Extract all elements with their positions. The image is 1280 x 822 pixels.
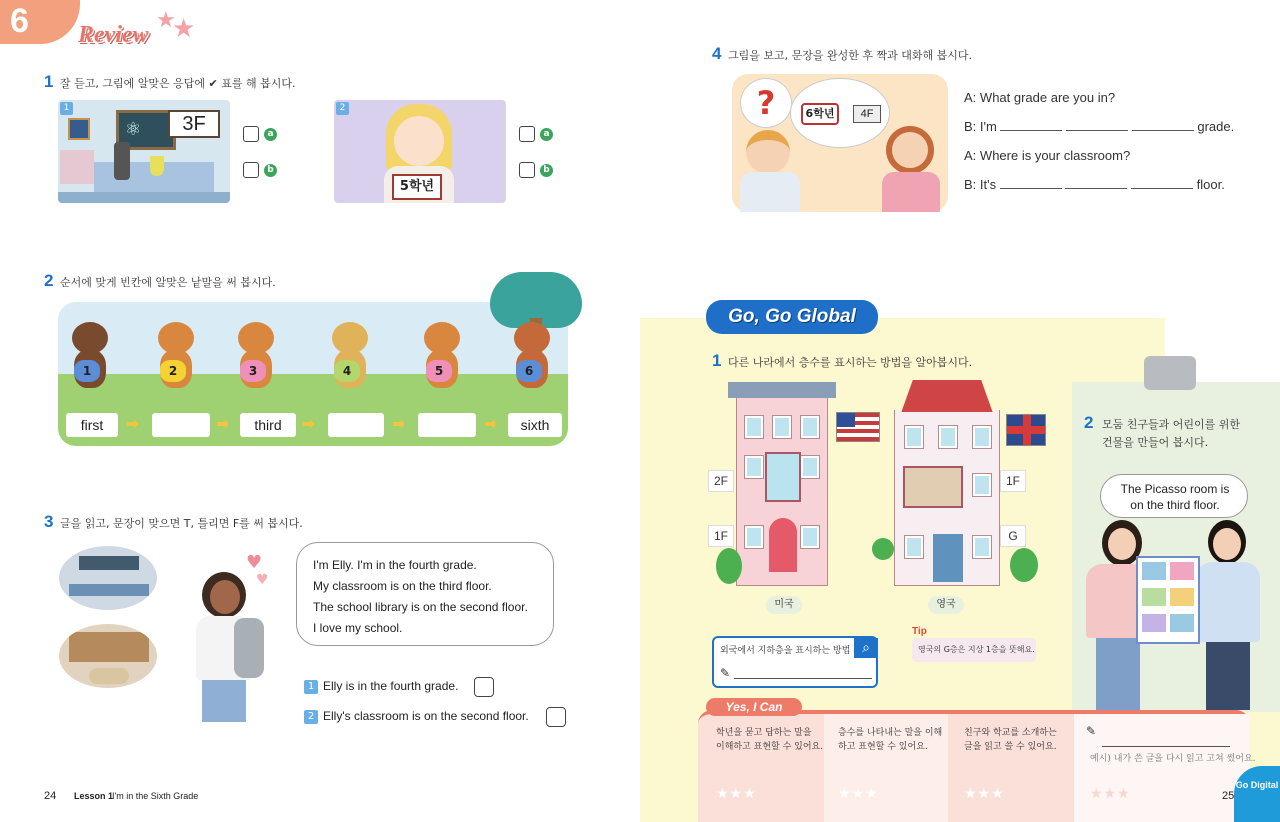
statement-line: 하고 표현할 수 있어요. [838, 742, 928, 752]
q2-number: 2 [44, 271, 54, 290]
grass [58, 374, 568, 446]
honey-pot: 3 [240, 360, 266, 382]
thought-bubble [790, 78, 890, 148]
instruction-line: 모둠 친구들과 어린이를 위한 [1102, 418, 1241, 431]
lesson-number: 6 [10, 2, 29, 40]
wall-poster [68, 118, 90, 140]
statement-text: Elly's classroom is on the second floor. [323, 709, 529, 723]
can-do-statement [838, 726, 942, 754]
dialog-line-4 [964, 177, 1225, 192]
example-note: 예시) 내가 쓴 글을 다시 읽고 고쳐 썼어요. [1090, 754, 1256, 764]
statement-line: 친구와 학교를 소개하는 [964, 728, 1057, 738]
statement-line: 층수를 나타내는 말을 이해 [838, 728, 943, 738]
tf-answer-box[interactable] [546, 707, 566, 727]
bubble-line: I love my school. [313, 621, 403, 635]
blank-line[interactable] [1065, 188, 1127, 189]
bubble-line: My classroom is on the third floor. [313, 579, 492, 593]
dialog-line-3 [964, 148, 1130, 163]
dialog-text: I'm [979, 119, 997, 134]
girl-picture [334, 100, 506, 203]
grade-sign: 6학년 [801, 103, 839, 125]
us-classroom-window [765, 452, 801, 502]
uk-door [933, 534, 963, 582]
uk-floor-label: G [1000, 525, 1026, 547]
blank-line[interactable] [1066, 130, 1128, 131]
classroom-photo [57, 544, 159, 612]
flask [150, 156, 164, 176]
pencil-icon: ✎ [1086, 724, 1097, 738]
tip-box [912, 626, 1036, 662]
search-icon: ⌕ [854, 638, 878, 658]
checkbox-1a[interactable] [243, 126, 259, 142]
dialog-line-1 [964, 90, 1115, 105]
q4-number: 4 [712, 44, 722, 63]
review-title: Review [78, 22, 149, 48]
sequence-box: first [66, 413, 118, 437]
page-number: 24 [44, 790, 57, 802]
lab-picture [58, 100, 230, 203]
girl-face [394, 116, 444, 166]
blank-line[interactable] [1000, 130, 1062, 131]
microscope [114, 142, 130, 180]
dialog-text: floor. [1196, 177, 1225, 192]
option-a-badge: a [264, 128, 277, 141]
arrow-icon: ➡ [126, 414, 140, 433]
gg-q2-number: 2 [1084, 413, 1094, 432]
gg-q2-instruction [1102, 416, 1240, 452]
binder-clip [1144, 356, 1196, 390]
option-a-badge: a [540, 128, 553, 141]
checkbox-1b[interactable] [243, 162, 259, 178]
question-bubble: ? [740, 78, 792, 128]
floor [58, 192, 230, 203]
answer-box[interactable] [328, 413, 384, 437]
q1-number: 1 [44, 72, 54, 91]
heart-icon: ♥ [246, 552, 263, 573]
gg-q1-instruction: 다른 나라에서 층수를 표시하는 방법을 알아봅시다. [728, 356, 973, 369]
speaker: B: [964, 177, 977, 192]
sequence-box: third [240, 413, 296, 437]
bear [326, 322, 372, 402]
us-building [736, 396, 828, 586]
rating-stars[interactable]: ★★★ [964, 786, 1005, 802]
statement-text: Elly is in the fourth grade. [323, 679, 459, 693]
country-label: 미국 [766, 596, 802, 614]
bear [418, 322, 464, 402]
q2-instruction: 순서에 맞게 빈칸에 알맞은 낱말을 써 봅시다. [60, 276, 276, 289]
tf-answer-box[interactable] [474, 677, 494, 697]
blank-line[interactable] [1000, 188, 1062, 189]
rating-stars[interactable]: ★★★ [716, 786, 757, 802]
uk-building [894, 410, 1000, 586]
us-roof [728, 382, 836, 398]
answer-line[interactable] [1102, 746, 1230, 747]
us-flag [836, 412, 880, 442]
panel-stripe [1074, 714, 1250, 822]
library-photo [57, 622, 159, 690]
chalkboard: ⚛ [116, 110, 176, 150]
grade-sign: 5학년 [392, 174, 442, 200]
uk-floor-label: 1F [1000, 470, 1026, 492]
elly-speech-bubble [296, 542, 554, 646]
page-number: 25 [1222, 790, 1235, 802]
speaker: A: [964, 148, 977, 163]
tip-label: Tip [912, 626, 927, 637]
honey-pot: 4 [334, 360, 360, 382]
heart-icon: ♥ [256, 572, 269, 588]
blank-line[interactable] [1132, 130, 1194, 131]
uk-music-room-window [903, 466, 963, 508]
boy-head [746, 130, 790, 174]
kids-photo [1082, 520, 1262, 710]
honey-pot: 5 [426, 360, 452, 382]
arrow-icon: ➡ [302, 414, 316, 433]
dialog-text: It's [979, 177, 997, 192]
us-floor-label: 1F [708, 525, 734, 547]
us-floor-label: 2F [708, 470, 734, 492]
tip-text: 영국의 G층은 지상 1층을 뜻해요. [918, 645, 1035, 654]
honey-pot: 6 [516, 360, 542, 382]
statement-line: 이해하고 표현할 수 있어요. [716, 742, 824, 752]
elly-photo [190, 572, 260, 722]
gg-q1-number: 1 [712, 351, 722, 370]
arrow-icon: ➡ [484, 414, 498, 433]
option-b-badge: b [540, 164, 553, 177]
search-box [712, 636, 878, 688]
statement-number: 2 [304, 710, 318, 724]
boy-body [740, 172, 800, 212]
answer-line[interactable] [734, 678, 872, 679]
arrow-icon: ➡ [392, 414, 406, 433]
bear [508, 322, 554, 402]
can-do-statement [964, 726, 1057, 754]
speech-line: on the third floor. [1130, 498, 1220, 512]
poster-board [1136, 556, 1200, 644]
speaker: B: [964, 119, 977, 134]
blank-line[interactable] [1131, 188, 1193, 189]
dialog-picture [732, 74, 948, 212]
rating-stars[interactable]: ★★★ [838, 786, 879, 802]
picture-number: 1 [60, 102, 73, 115]
bubble-line: I'm Elly. I'm in the fourth grade. [313, 558, 477, 572]
go-digital-badge[interactable]: Go Digital [1234, 766, 1280, 822]
yes-i-can-title: Yes, I Can [706, 698, 802, 716]
dialog-text: What grade are you in? [979, 90, 1116, 105]
cabinet [60, 150, 94, 184]
us-door [769, 518, 797, 572]
girl-body [882, 172, 940, 212]
floor-sign: 3F [168, 110, 220, 138]
honey-pot: 1 [74, 360, 100, 382]
q3-number: 3 [44, 512, 54, 531]
instruction-line: 건물을 만들어 봅시다. [1102, 436, 1209, 449]
honey-pot: 2 [160, 360, 186, 382]
star-icon: ★ [156, 8, 176, 33]
country-label: 영국 [928, 596, 964, 614]
answer-box[interactable] [418, 413, 476, 437]
statement-line: 학년을 묻고 답하는 말을 [716, 728, 812, 738]
go-go-global-title: Go, Go Global [706, 300, 878, 334]
tree [872, 538, 894, 560]
q1-instruction: 잘 듣고, 그림에 알맞은 응답에 ✔ 표를 해 봅시다. [60, 77, 296, 90]
pencil-icon: ✎ [720, 666, 731, 680]
search-label: 외국에서 지하층을 표시하는 방법 [720, 646, 851, 656]
uk-flag [1006, 414, 1046, 446]
bear [66, 322, 112, 402]
bush [1010, 548, 1038, 582]
q4-instruction: 그림을 보고, 문장을 완성한 후 짝과 대화해 봅시다. [728, 49, 972, 62]
rating-stars[interactable]: ★★★ [1090, 786, 1131, 802]
option-b-badge: b [264, 164, 277, 177]
dialog-line-2 [964, 119, 1234, 134]
bubble-line: The school library is on the second floor. [313, 600, 528, 614]
statement-number: 1 [304, 680, 318, 694]
bear [152, 322, 198, 402]
footer-lesson-title: I'm in the Sixth Grade [112, 791, 199, 801]
speech-line: The Picasso room is [1120, 482, 1230, 496]
footer-lesson: Lesson 1 [74, 791, 114, 801]
checkbox-2a[interactable] [519, 126, 535, 142]
checkbox-2b[interactable] [519, 162, 535, 178]
dialog-text: grade. [1197, 119, 1235, 134]
picture-number: 2 [336, 102, 349, 115]
dialog-text: Where is your classroom? [979, 148, 1131, 163]
q3-instruction: 글을 읽고, 문장이 맞으면 T, 틀리면 F를 써 봅시다. [60, 517, 303, 530]
girl-head [886, 126, 934, 174]
bush [716, 548, 742, 584]
can-do-statement [716, 726, 823, 754]
answer-box[interactable] [152, 413, 210, 437]
star-icon: ★ [172, 14, 196, 44]
kids-speech-bubble [1100, 474, 1248, 518]
sequence-box: sixth [508, 413, 562, 437]
speaker: A: [964, 90, 977, 105]
bear [232, 322, 278, 402]
arrow-icon: ➡ [216, 414, 230, 433]
statement-line: 글을 읽고 쓸 수 있어요. [964, 742, 1057, 752]
floor-sign: 4F [853, 105, 881, 123]
lesson-badge [0, 0, 80, 44]
